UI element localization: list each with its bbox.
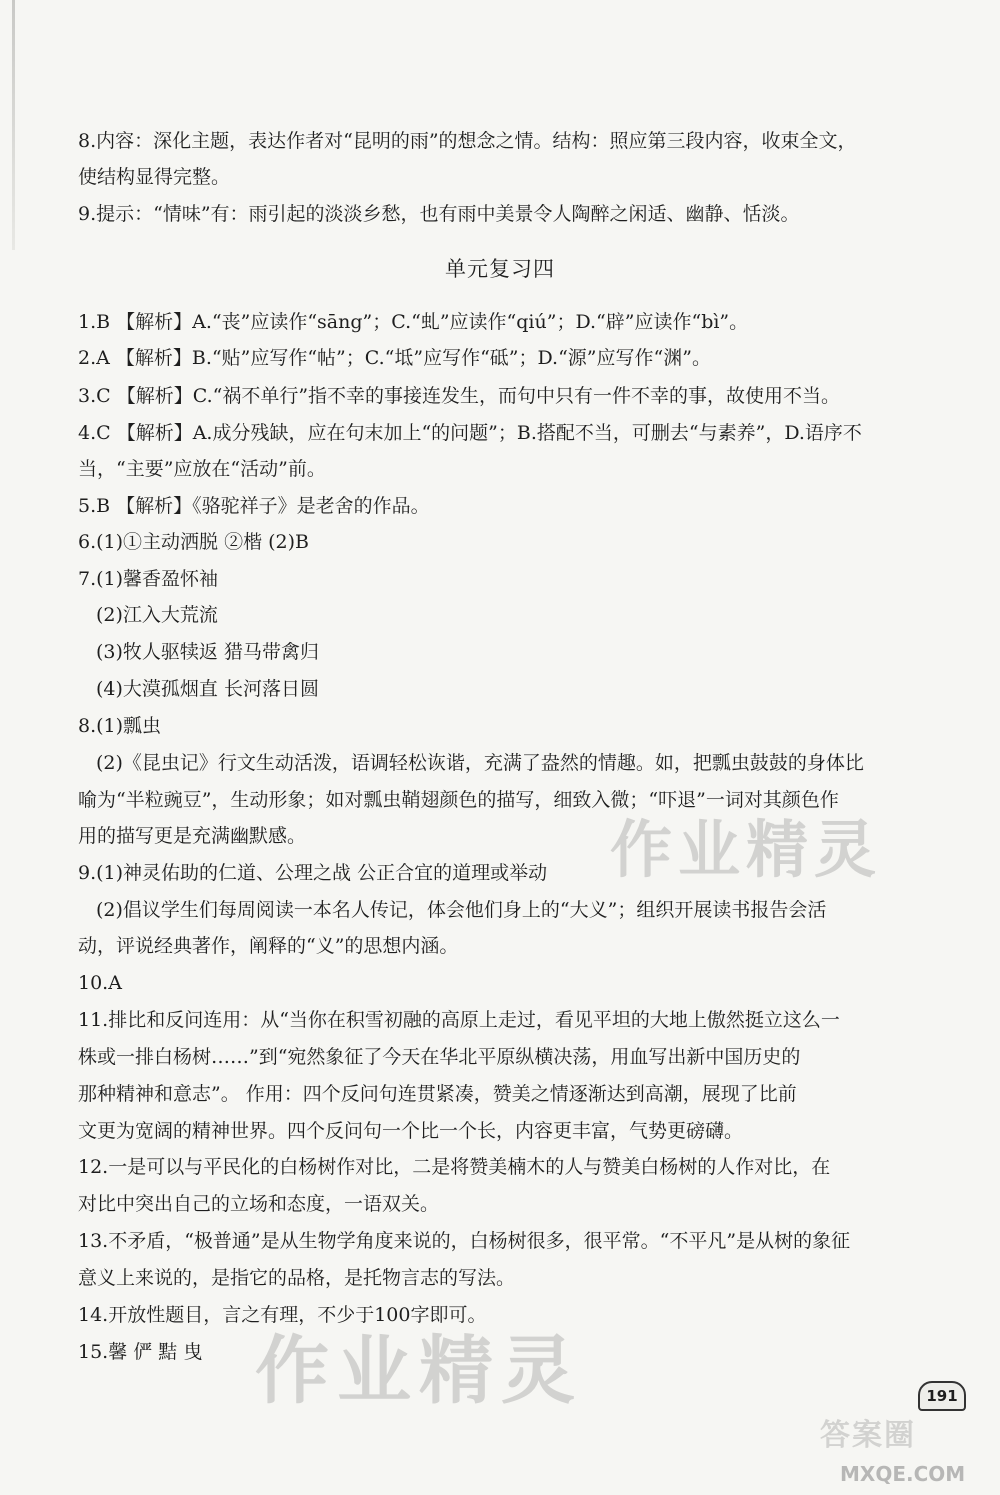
answer-7-2: (2)江入大荒流 <box>96 604 218 626</box>
answer-13: 13.不矛盾，“极普通”是从生物学角度来说的，白杨树很多，很平常。“不平凡”是从树的象征 <box>78 1230 851 1252</box>
answer-12-cont: 对比中突出自己的立场和态度，一语双关。 <box>78 1193 440 1215</box>
watermark-url: MXQE.COM <box>840 1462 966 1486</box>
answer-9-2-cont: 动，评说经典著作，阐释的“义”的思想内涵。 <box>78 935 459 957</box>
answer-2: 2.A 【解析】B.“贴”应写作“帖”；C.“坻”应写作“砥”；D.“源”应写作“渊”。 <box>78 347 711 369</box>
answer-7-4: (4)大漠孤烟直 长河落日圆 <box>96 678 319 700</box>
answer-11: 11.排比和反问连用：从“当你在积雪初融的高原上走过，看见平坦的大地上傲然挺立这么一 <box>78 1009 840 1031</box>
section-title: 单元复习四 <box>445 257 555 281</box>
answer-8-1: 8.(1)瓢虫 <box>78 715 162 737</box>
answer-15: 15.馨 俨 黠 曳 <box>78 1341 203 1363</box>
answer-12: 12.一是可以与平民化的白杨树作对比，二是将赞美楠木的人与赞美白杨树的人作对比，在 <box>78 1156 831 1178</box>
answer-8-2-cont-b: 用的描写更是充满幽默感。 <box>78 825 307 847</box>
answer-11-cont-b: 那种精神和意志”。 作用：四个反问句连贯紧凑，赞美之情逐渐达到高潮，展现了比前 <box>78 1083 797 1105</box>
answer-9-1: 9.(1)神灵佑助的仁道、公理之战 公正合宜的道理或举动 <box>78 862 548 884</box>
answer-8-2: (2)《昆虫记》行文生动活泼，语调轻松诙谐，充满了盎然的情趣。如，把瓢虫鼓鼓的身体比 <box>96 752 864 774</box>
answer-10: 10.A <box>78 972 122 994</box>
answer-7-1: 7.(1)馨香盈怀袖 <box>78 568 219 590</box>
page-number: 191 <box>918 1381 966 1411</box>
watermark-text: 作业精灵 <box>255 1328 583 1414</box>
answer-4: 4.C 【解析】A.成分残缺，应在句末加上“的问题”；B.搭配不当，可删去“与素养”，D.语序不 <box>78 422 862 444</box>
answer-11-cont-a: 株或一排白杨树……”到“宛然象征了今天在华北平原纵横决荡，用血写出新中国历史的 <box>78 1046 801 1068</box>
answer-14: 14.开放性题目，言之有理，不少于100字即可。 <box>78 1304 487 1326</box>
answer-11-cont-c: 文更为宽阔的精神世界。四个反问句一个比一个长，内容更丰富，气势更磅礴。 <box>78 1120 744 1142</box>
answer-13-cont: 意义上来说的，是指它的品格，是托物言志的写法。 <box>78 1267 516 1289</box>
answer-8-content: 8.内容：深化主题，表达作者对“昆明的雨”的想念之情。结构：照应第三段内容，收束全文， <box>78 130 857 152</box>
answer-6: 6.(1)①主动洒脱 ②楷 (2)B <box>78 531 309 553</box>
answer-8-content-cont: 使结构显得完整。 <box>78 166 231 188</box>
answer-8-2-cont-a: 喻为“半粒豌豆”，生动形象；如对瓢虫鞘翅颜色的描写，细致入微；“吓退”一词对其颜色作 <box>78 789 839 811</box>
answer-1: 1.B 【解析】A.“丧”应读作“sāng”；C.“虬”应读作“qiú”；D.“辟”应读作“bì”。 <box>78 311 749 333</box>
watermark-logo: 答案圈 <box>820 1418 916 1453</box>
answer-7-3: (3)牧人驱犊返 猎马带禽归 <box>96 641 319 663</box>
answer-3: 3.C 【解析】C.“祸不单行”指不幸的事接连发生，而句中只有一件不幸的事，故使用不当。 <box>78 385 841 407</box>
answer-5: 5.B 【解析】《骆驼祥子》是老舍的作品。 <box>78 495 430 517</box>
watermark-text: 作业精灵 <box>610 813 883 886</box>
page-edge-shadow <box>12 0 15 250</box>
answer-4-cont: 当，“主要”应放在“活动”前。 <box>78 458 326 480</box>
answer-9-hint: 9.提示：“情味”有：雨引起的淡淡乡愁，也有雨中美景令人陶醉之闲适、幽静、恬淡。 <box>78 203 800 225</box>
answer-9-2: (2)倡议学生们每周阅读一本名人传记，体会他们身上的“大义”；组织开展读书报告会活 <box>96 899 827 921</box>
